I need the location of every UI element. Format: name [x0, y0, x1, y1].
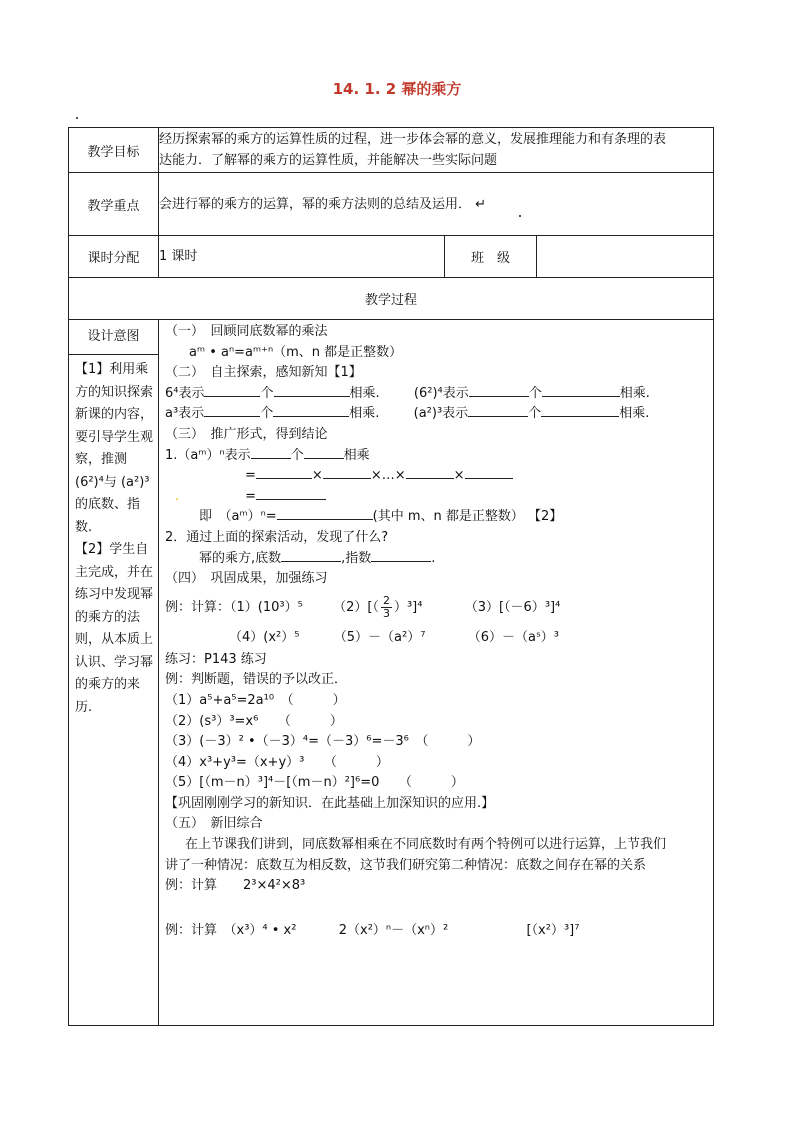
design-intent-label: 设计意图 — [69, 320, 158, 355]
section-2-line-1: 6⁴表示 个 相乘. (6²)⁴表示 个 相乘. — [165, 385, 650, 401]
section-3-line-1: 1.（aᵐ）ⁿ表示 个 相乘 — [165, 447, 370, 463]
blank — [251, 446, 291, 459]
blank — [371, 549, 431, 562]
stray-mark — [519, 215, 521, 217]
goal-text-line2: 达能力．了解幂的乘方的运算性质，并能解决一些实际问题 — [159, 153, 498, 168]
goal-label: 教学目标 — [69, 128, 159, 173]
blank — [204, 404, 260, 417]
section-5-paragraph-1: 在上节课我们讲到，同底数幂相乘在不同底数时有两个特例可以进行运算，上节我们 — [185, 837, 667, 853]
period-label: 课时分配 — [69, 236, 159, 278]
focus-text-content: 会进行幂的乘方的运算，幂的乘方法则的总结及运用． ↵ — [159, 196, 487, 212]
section-3-line-5: 2．通过上面的探索活动，发现了什么? — [165, 529, 389, 545]
stray-mark: . — [175, 488, 180, 504]
section-5-example-1: 例：计算 2³×4²×8³ — [165, 878, 306, 894]
design-intent-notes — [69, 355, 158, 719]
design-intent-column — [69, 320, 159, 1026]
judge-item-2: （2）(s³）³=x⁶ （ ） — [165, 713, 343, 729]
judge-item-5: （5）[（m－n）³]⁴－[（m－n）²]⁶=0 （ ） — [165, 775, 464, 791]
blank — [323, 466, 371, 479]
practice-line: 练习：P143 练习 — [165, 651, 267, 667]
process-label: 教学过程 — [69, 278, 714, 320]
focus-label: 教学重点 — [69, 173, 159, 236]
example-row-2: （4）(x²）⁵ （5）－（a²）⁷ （6）－（aˢ）³ — [229, 629, 560, 645]
section-5-paragraph-2: 讲了一种情况：底数互为相反数，这节我们研究第二种情况：底数之间存在幂的关系 — [165, 857, 647, 873]
judge-item-3: （3）(－3）² •（－3）⁴=（－3）⁶=－3⁶ （ ） — [165, 734, 481, 750]
goal-row — [69, 128, 714, 173]
blank — [256, 487, 326, 500]
focus-text — [159, 173, 714, 236]
judge-item-1: （1）a⁵+a⁵=2a¹⁰ （ ） — [165, 692, 346, 708]
stray-mark — [76, 117, 78, 119]
blank — [542, 384, 620, 397]
section-1-title: （一） 回顾同底数幂的乘法 — [165, 324, 328, 339]
section-5-example-2: 例：计算 （x³）⁴ • x² 2（x²）ⁿ－（xⁿ）² [（x²）³]⁷ — [165, 922, 580, 938]
blank — [277, 507, 373, 520]
blank — [468, 404, 528, 417]
page-title: 14. 1. 2 幂的乘方 — [332, 80, 462, 98]
focus-row — [69, 173, 714, 236]
blank — [281, 549, 341, 562]
goal-text-line1: 经历探索幂的乘方的运算性质的过程，进一步体会幂的意义，发展推理能力和有条理的表 — [159, 132, 667, 147]
blank — [274, 384, 350, 397]
blank — [304, 446, 344, 459]
section-2-line-2: a³表示 个 相乘. (a²)³表示 个 相乘. — [165, 406, 650, 422]
blank — [406, 466, 454, 479]
blank — [256, 466, 312, 479]
section-3-line-6: 幂的乘方,底数 ,指数 . — [199, 550, 436, 566]
blank — [541, 404, 619, 417]
spacer — [165, 897, 707, 921]
period-value: 1 课时 — [159, 236, 445, 278]
design-note-2: 【2】学生自主完成，并在练习中发现幂的乘方的法则，从本质上认识、学习幂的乘方的来历. — [75, 542, 154, 715]
process-row — [69, 278, 714, 320]
process-main-column — [159, 320, 714, 1026]
class-value — [537, 236, 714, 278]
judge-title: 例：判断题，错误的予以改正． — [165, 672, 348, 688]
blank — [469, 384, 529, 397]
blank — [465, 466, 513, 479]
section-3-line-2: = × ×…× × — [165, 466, 707, 487]
section-5-title: （五） 新旧综合 — [165, 816, 263, 832]
process-content-row — [69, 320, 714, 1026]
example-row-1: 例：计算：（1）(10³）⁵ （2）[（ $\frac{2}{3}$ ）³]⁴ （3）[（－6）³]⁴ — [165, 593, 561, 620]
section-3-line-4: 即 （aᵐ）ⁿ= (其中 m、n 都是正整数） 【2】 — [199, 509, 563, 525]
section-3-title: （三） 推广形式，得到结论 — [165, 426, 328, 442]
class-label: 班 级 — [445, 236, 537, 278]
section-3-line-3: . = — [165, 487, 707, 508]
judge-item-4: （4）x³+y³=（x+y）³ （ ） — [165, 754, 389, 770]
section-1-formula: aᵐ • aⁿ=aᵐ⁺ⁿ（m、n 都是正整数） — [189, 344, 403, 360]
goal-text — [159, 128, 714, 173]
consolidate-note: 【巩固刚刚学习的新知识．在此基础上加深知识的应用.】 — [165, 795, 495, 811]
blank — [204, 384, 260, 397]
design-note-1: 【1】利用乘方的知识探索新课的内容，要引导学生观察，推测 (6²)⁴与 (a²)³的底数、指数. — [75, 362, 154, 535]
period-row — [69, 236, 714, 278]
section-4-title: （四） 巩固成果，加强练习 — [165, 571, 328, 587]
fraction-two-thirds: $\frac{2}{3}$ — [382, 593, 390, 620]
section-2-title: （二） 自主探索，感知新知【1】 — [165, 365, 362, 381]
lesson-plan-table — [68, 127, 714, 1026]
blank — [273, 404, 349, 417]
